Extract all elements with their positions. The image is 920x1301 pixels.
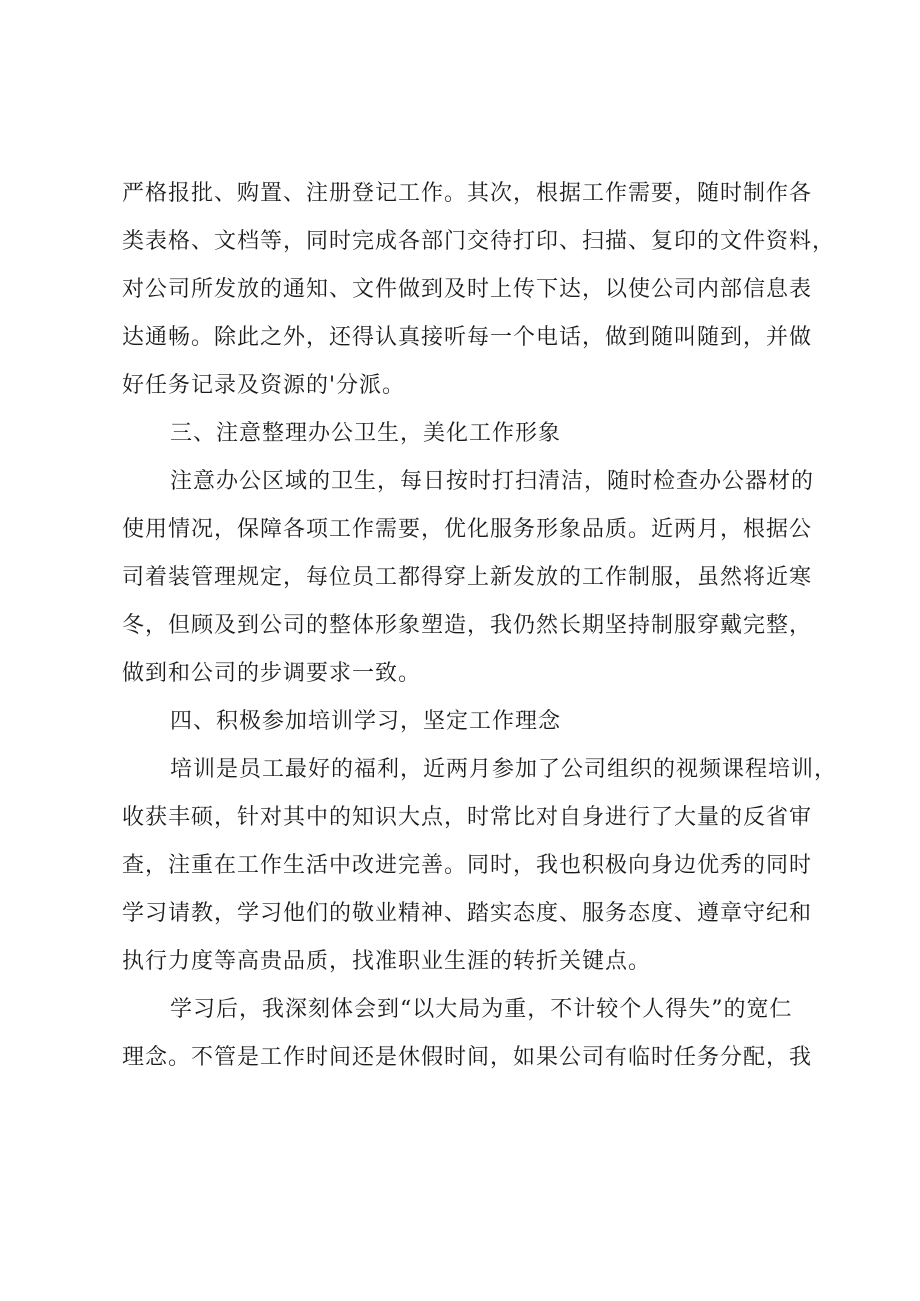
heading-text: 三、注意整理办公卫生，美化工作形象: [170, 421, 562, 446]
text-line: 学习后，我深刻体会到“以大局为重，不计较个人得失”的宽仁: [170, 997, 793, 1022]
paragraph: [122, 170, 842, 410]
text-line: 收获丰硕，针对其中的知识大点，时常比对自身进行了大量的反省审: [122, 805, 813, 830]
text-line: 培训是员工最好的福利，近两月参加了公司组织的视频课程培训，: [170, 757, 838, 782]
text-line: 对公司所发放的通知、文件做到及时上传下达，以使公司内部信息表: [122, 277, 813, 302]
text-line: 理念。不管是工作时间还是休假时间，如果公司有临时任务分配，我: [122, 1045, 813, 1070]
paragraph: [122, 986, 842, 1082]
paragraph: [122, 458, 842, 698]
text-line: 执行力度等高贵品质，找准职业生涯的转折关键点。: [122, 949, 652, 974]
text-line: 冬，但顾及到公司的整体形象塑造，我仍然长期坚持制服穿戴完整，: [122, 613, 813, 638]
text-line: 达通畅。除此之外，还得认真接听每一个电话，做到随叫随到，并做: [122, 325, 813, 350]
text-line: 查，注重在工作生活中改进完善。同时，我也积极向身边优秀的同时: [122, 853, 813, 878]
text-line: 使用情况，保障各项工作需要，优化服务形象品质。近两月，根据公: [122, 517, 813, 542]
text-line: 司着装管理规定，每位员工都得穿上新发放的工作制服，虽然将近寒: [122, 565, 813, 590]
heading-text: 四、积极参加培训学习，坚定工作理念: [170, 709, 562, 734]
text-line: 类表格、文档等，同时完成各部门交待打印、扫描、复印的文件资料，: [122, 229, 836, 254]
text-line: 学习请教，学习他们的敬业精神、踏实态度、服务态度、遵章守纪和: [122, 901, 813, 926]
text-line: 注意办公区域的卫生，每日按时打扫清洁，随时检查办公器材的: [170, 469, 815, 494]
text-line: 做到和公司的步调要求一致。: [122, 661, 422, 686]
document-body: [122, 170, 842, 1082]
paragraph: [122, 746, 842, 986]
section-heading: [122, 698, 842, 746]
text-line: 严格报批、购置、注册登记工作。其次，根据工作需要，随时制作各: [122, 181, 813, 206]
text-line: 好任务记录及资源的'分派。: [122, 373, 406, 398]
section-heading: [122, 410, 842, 458]
